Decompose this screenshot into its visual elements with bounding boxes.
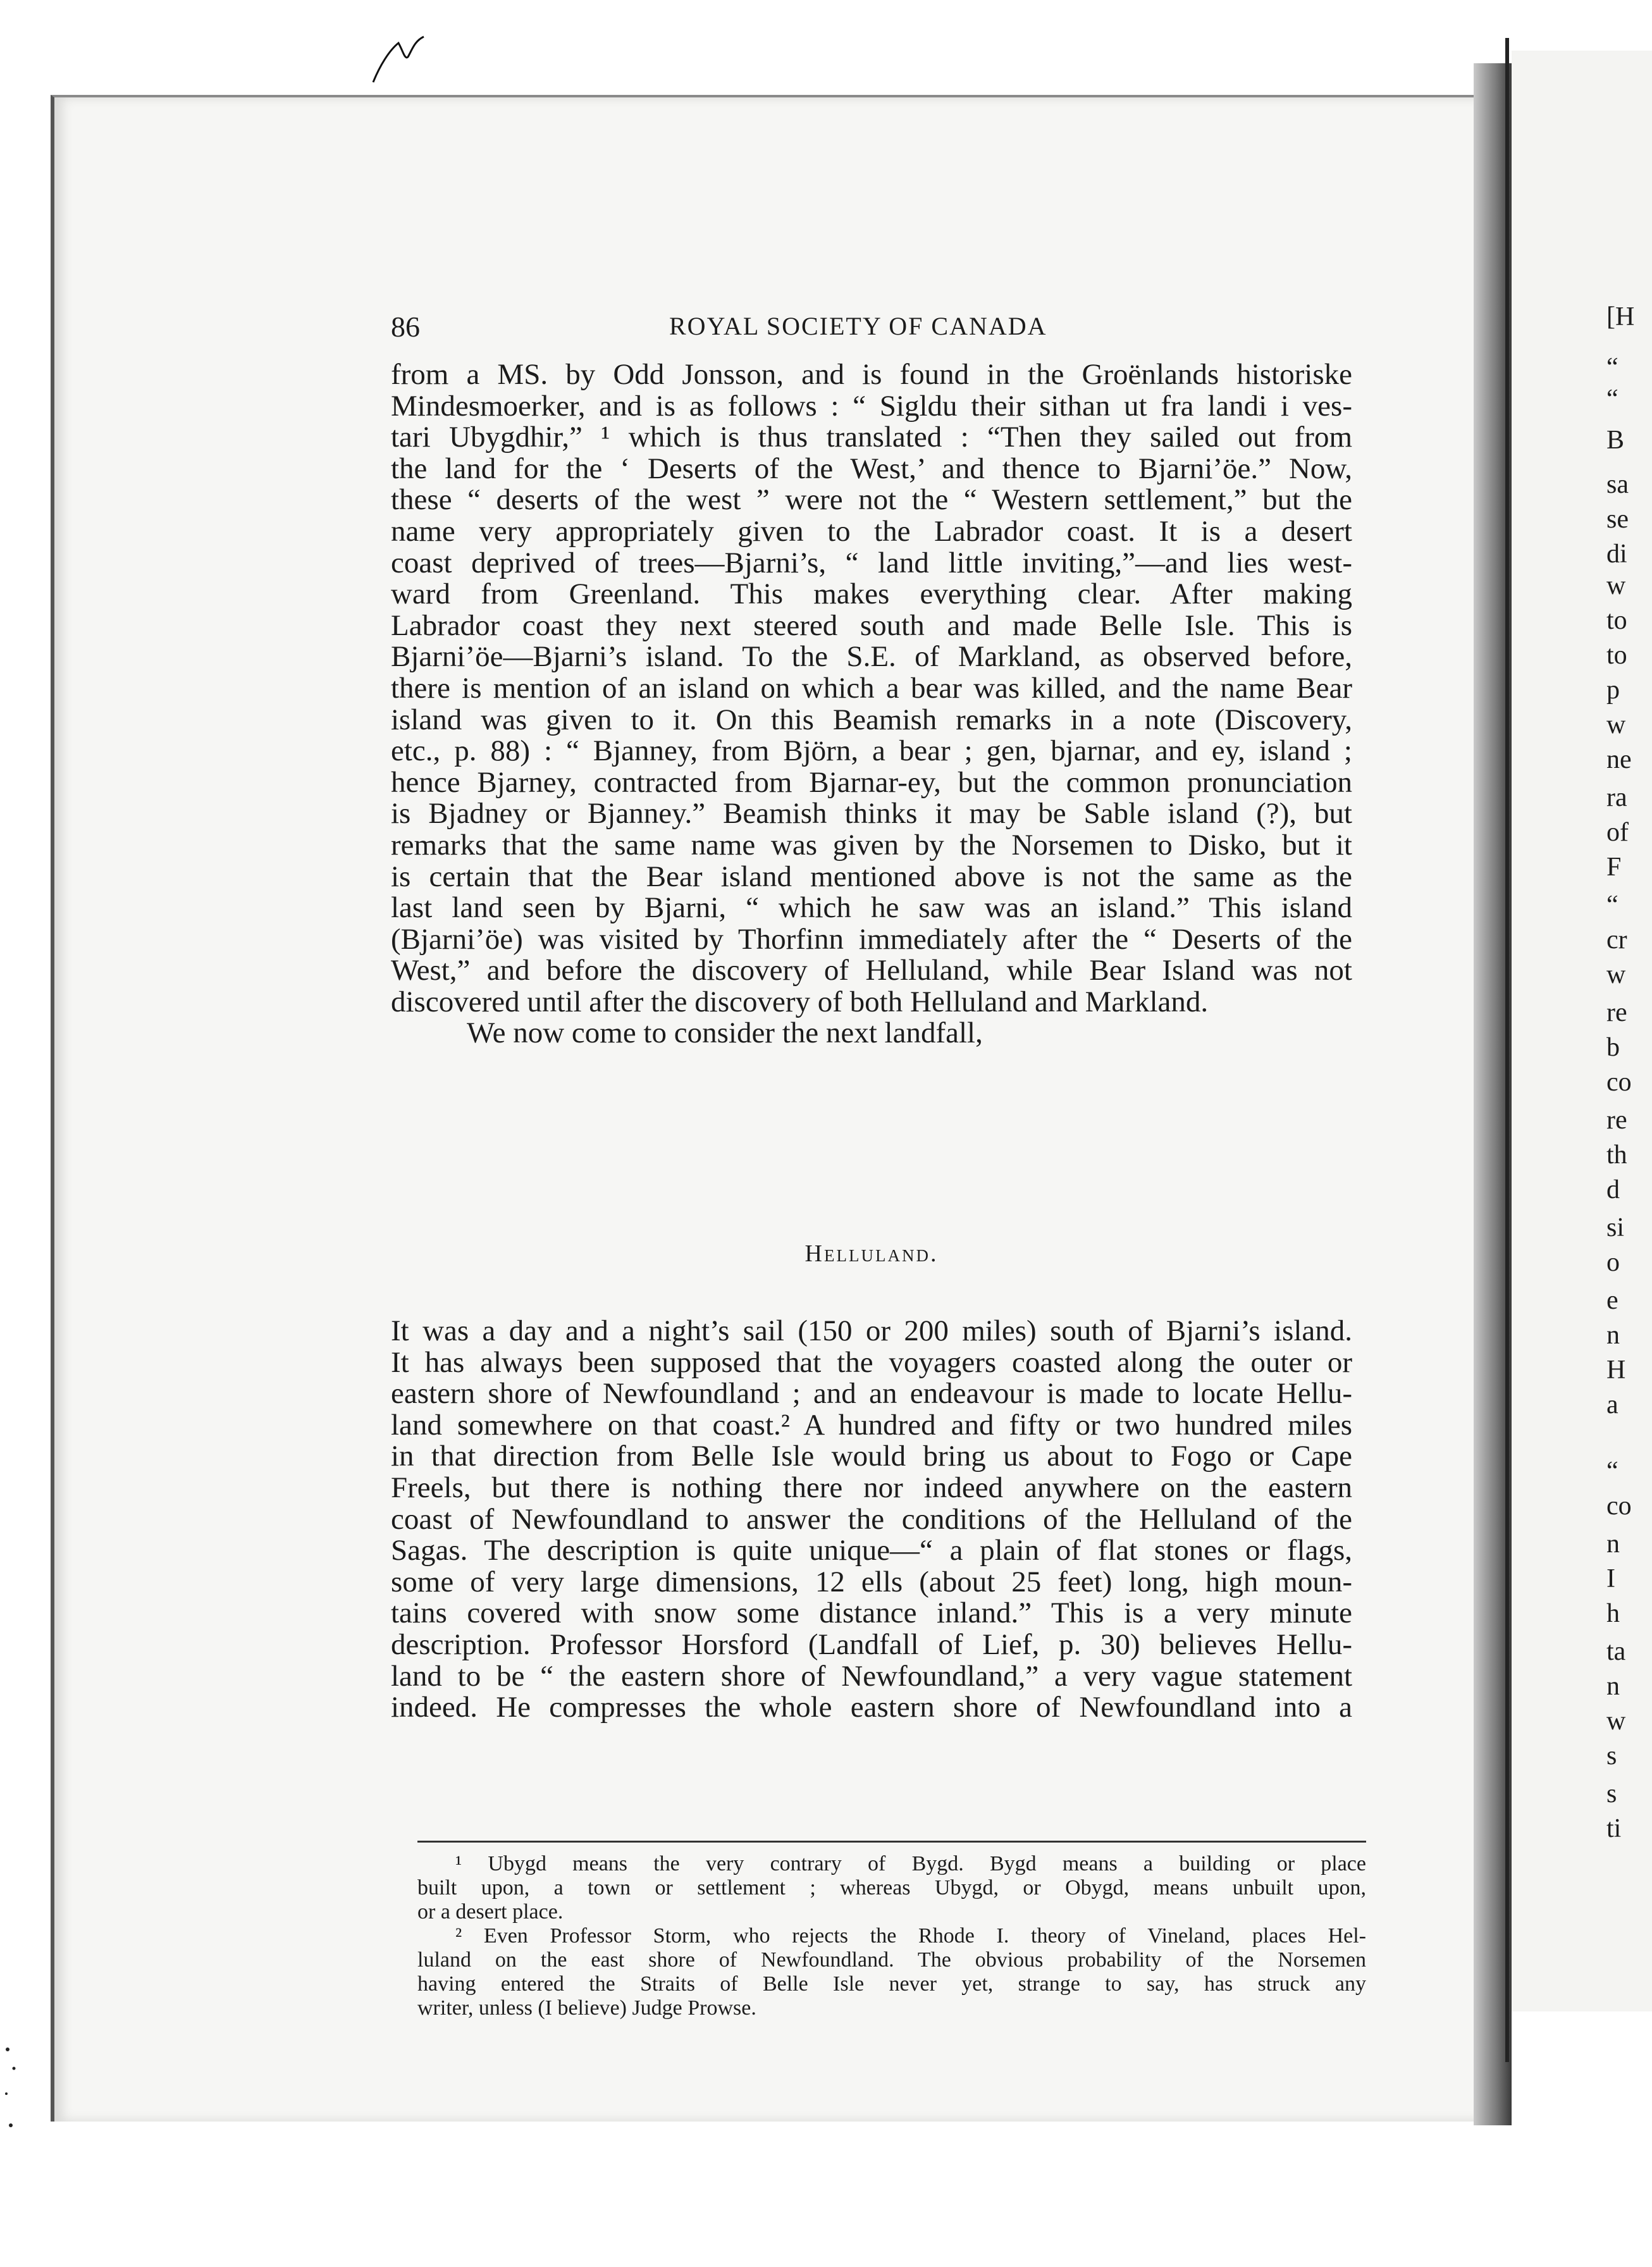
text-line: last land seen by Bjarni, “ which he saw was an island.” This island [391, 891, 1352, 925]
text-line: land somewhere on that coast.² A hundred and fifty or two hundred miles [391, 1408, 1352, 1442]
text-line: Labrador coast they next steered south and made Belle Isle. This is [391, 608, 1352, 642]
facing-text: F [1606, 853, 1622, 882]
text-line: tains covered with snow some distance inland.” This is a very minute [391, 1597, 1352, 1630]
text-line: land to be “ the eastern shore of Newfoundland,” a very vague statement [391, 1659, 1352, 1693]
facing-text: w [1606, 1707, 1626, 1736]
text-line: Bjarni’öe—Bjarni’s island. To the S.E. of Markland, as observed before, [391, 640, 1352, 674]
facing-text: sa [1606, 470, 1629, 499]
running-head-title: ROYAL SOCIETY OF CANADA [669, 312, 1047, 340]
text-line: It has always been supposed that the voyagers coasted along the outer or [391, 1345, 1352, 1379]
text-line: coast of Newfoundland to answer the conditions of the Helluland of the [391, 1502, 1352, 1536]
footnote-line: built upon, a town or settlement ; whereas Ubygd, or Obygd, means unbuilt upon, [417, 1876, 1366, 1899]
facing-text: of [1606, 818, 1629, 847]
footnote-line: luland on the east shore of Newfoundland. The obvious probability of the Norsemen [417, 1948, 1366, 1972]
facing-text: w [1606, 960, 1626, 989]
text-line: tari Ubygdhir,” ¹ which is thus translated : “Then they sailed out from [391, 421, 1352, 454]
text-line: island was given to it. On this Beamish remarks in a note (Discovery, [391, 703, 1352, 736]
text-line: eastern shore of Newfoundland ; and an endeavour is made to locate Hellu- [391, 1377, 1352, 1411]
text-line: etc., p. 88) : “ Bjanney, from Björn, a bear ; gen, bjarnar, and ey, island ; [391, 734, 1352, 768]
facing-text: B [1606, 426, 1625, 455]
facing-text: “ [1606, 1457, 1618, 1486]
gutter-shadow [1505, 38, 1509, 2062]
facing-text: n [1606, 1672, 1620, 1701]
scan-speck-icon [1, 2043, 20, 2144]
facing-text: th [1606, 1140, 1627, 1170]
facing-text: to [1606, 606, 1627, 635]
facing-text: d [1606, 1175, 1620, 1204]
facing-text: w [1606, 571, 1626, 600]
footnote-line: having entered the Straits of Belle Isle never yet, strange to say, has struck any [417, 1972, 1366, 1996]
text-line: indeed. He compresses the whole eastern shore of Newfoundland into a [391, 1691, 1352, 1724]
facing-text: p [1606, 676, 1620, 705]
paragraph-1 [391, 359, 1352, 1049]
text-line: from a MS. by Odd Jonsson, and is found in the Groënlands historiske [391, 358, 1352, 391]
paragraph-2: We now come to consider the next landfall, [467, 1016, 983, 1050]
footnotes [417, 1852, 1366, 2020]
text-line: Freels, but there is nothing there nor indeed anywhere on the eastern [391, 1471, 1352, 1504]
facing-text: co [1606, 1492, 1632, 1521]
text-line: hence Bjarney, contracted from Bjarnar-ey, but the common pronunciation [391, 765, 1352, 799]
facing-text: co [1606, 1068, 1632, 1097]
footnote-line: or a desert place. [417, 1900, 564, 1924]
text-line: ward from Greenland. This makes everything clear. After making [391, 578, 1352, 611]
text-line: discovered until after the discovery of both Helluland and Markland. [391, 985, 1209, 1018]
facing-text: si [1606, 1213, 1625, 1242]
facing-text: ti [1606, 1814, 1622, 1843]
facing-page-fragment [1512, 51, 1652, 2011]
text-line: these “ deserts of the west ” were not the “ Western settlement,” but the [391, 483, 1352, 517]
footnote-rule [417, 1841, 1366, 1843]
text-line: name very appropriately given to the Labrador coast. It is a desert [391, 514, 1352, 548]
text-line: (Bjarni’öe) was visited by Thorfinn immediately after the “ Deserts of the [391, 922, 1352, 956]
footnote-line: writer, unless (I believe) Judge Prowse. [417, 1996, 756, 2020]
facing-text: b [1606, 1033, 1620, 1062]
text-line: is Bjadney or Bjanney.” Beamish thinks it may be Sable island (?), but [391, 797, 1352, 831]
footnote-line: ¹ Ubygd means the very contrary of Bygd. Bygd means a building or place [455, 1852, 1366, 1875]
facing-text: ta [1606, 1637, 1626, 1666]
facing-text: cr [1606, 925, 1627, 954]
facing-text: re [1606, 998, 1627, 1027]
facing-text: se [1606, 505, 1629, 534]
facing-text: “ [1606, 891, 1618, 920]
facing-text: re [1606, 1106, 1627, 1135]
facing-text: w [1606, 710, 1626, 739]
facing-text: “ [1606, 385, 1618, 414]
facing-text: [H [1606, 302, 1635, 331]
facing-text: s [1606, 1779, 1617, 1808]
facing-text: di [1606, 540, 1627, 569]
facing-text: “ [1606, 353, 1618, 382]
text-line: in that direction from Belle Isle would bring us about to Fogo or Cape [391, 1440, 1352, 1473]
facing-text: a [1606, 1390, 1618, 1419]
text-line: Sagas. The description is quite unique—“ a plain of flat stones or flags, [391, 1534, 1352, 1567]
facing-text: n [1606, 1321, 1620, 1350]
text-line: the land for the ‘ Deserts of the West,’ and thence to Bjarni’öe.” Now, [391, 452, 1352, 485]
section-heading: Helluland. [804, 1240, 939, 1267]
paragraph-3 [391, 1316, 1352, 1724]
text-line: is certain that the Bear island mentioned above is not the same as the [391, 860, 1352, 893]
facing-text: I [1606, 1564, 1615, 1593]
text-line: remarks that the same name was given by the Norsemen to Disko, but it [391, 828, 1352, 862]
text-line: description. Professor Horsford (Landfall of Lief, p. 30) believes Hellu- [391, 1628, 1352, 1661]
facing-text: H [1606, 1356, 1626, 1385]
facing-text: s [1606, 1741, 1617, 1770]
text-line: Mindesmoerker, and is as follows : “ Sigldu their sithan ut fra landi i ves- [391, 389, 1352, 423]
facing-text: n [1606, 1529, 1620, 1559]
facing-text: ne [1606, 745, 1632, 774]
page-number: 86 [391, 311, 420, 343]
running-header [391, 310, 1365, 348]
scan-mark-icon [370, 32, 427, 89]
text-line: coast deprived of trees—Bjarni’s, “ land little inviting,”—and lies west- [391, 546, 1352, 579]
facing-text: h [1606, 1599, 1620, 1628]
text-line: there is mention of an island on which a bear was killed, and the name Bear [391, 671, 1352, 705]
text-line: West,” and before the discovery of Helluland, while Bear Island was not [391, 954, 1352, 987]
text-line: some of very large dimensions, 12 ells (about 25 feet) long, high moun- [391, 1565, 1352, 1598]
facing-text: o [1606, 1248, 1620, 1277]
facing-text: e [1606, 1286, 1618, 1315]
footnote-line: ² Even Professor Storm, who rejects the Rhode I. theory of Vineland, places Hel- [455, 1924, 1366, 1948]
facing-text: to [1606, 641, 1627, 670]
facing-text: ra [1606, 783, 1627, 812]
text-line: It was a day and a night’s sail (150 or 200 miles) south of Bjarni’s island. [391, 1314, 1352, 1347]
